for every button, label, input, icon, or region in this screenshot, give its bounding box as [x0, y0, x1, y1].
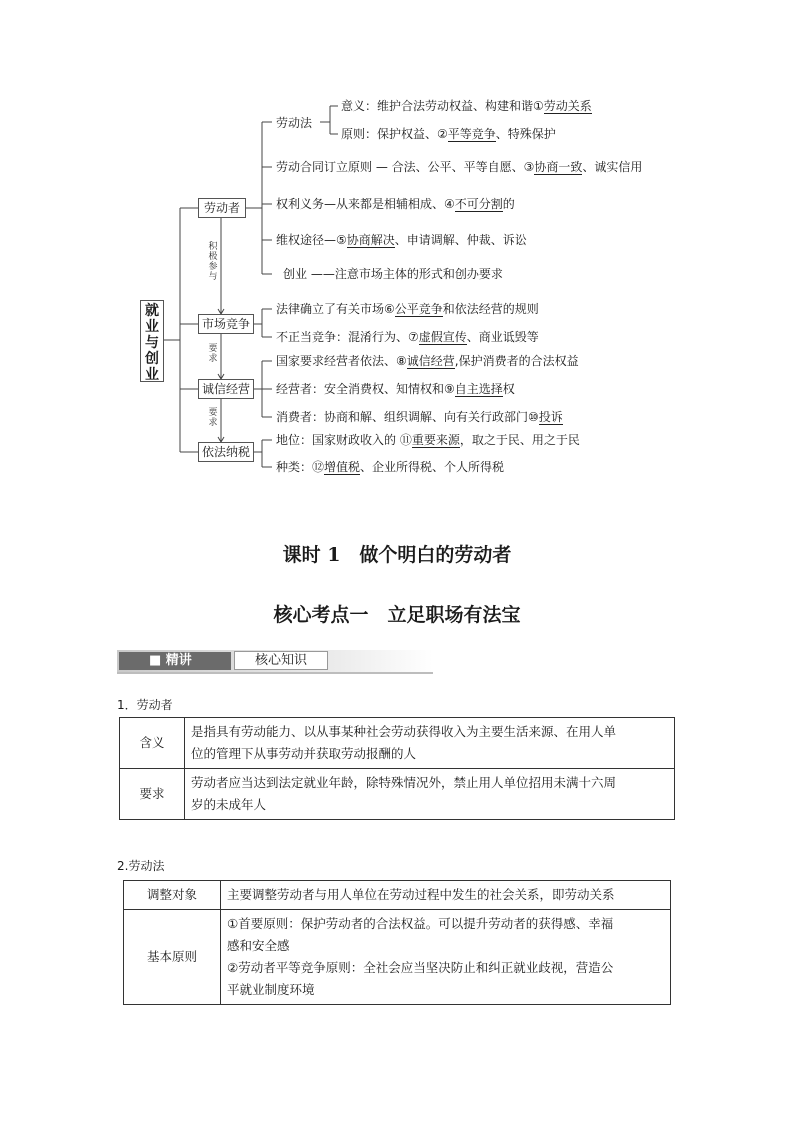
node-honest-label: 诚信经营 [201, 382, 250, 396]
answer-7: 虚假宣传 [418, 330, 467, 344]
answer-10: 投诉 [538, 410, 563, 424]
section1-heading: 1．劳动者 [117, 698, 173, 712]
row-body-requirement [185, 769, 675, 820]
honest-state-text: 国家要求经营者依法、⑧ [276, 354, 407, 368]
labor-law-label: 劳动法 [276, 116, 313, 130]
rights-duties [276, 197, 515, 211]
connector-participate: 积极参与 [208, 242, 218, 282]
row-head-meaning: 含义 [120, 718, 185, 769]
labor-law-principle-text: 原则：保护权益、② [341, 127, 448, 141]
honest-consumer-text: 消费者：协商和解、组织调解、向有关行政部门⑩ [276, 410, 539, 424]
tax-types-suffix: 、企业所得税、个人所得税 [360, 460, 505, 474]
labor-law-table [123, 880, 671, 1005]
tax-types [276, 460, 504, 474]
node-market-label: 市场竞争 [201, 317, 250, 331]
honest-state-suffix: ,保护消费者的合法权益 [454, 354, 579, 368]
row-body-requirement-line1: 劳动者应当达到法定就业年龄，除特殊情况外，禁止用人单位招用未满十六周 [191, 775, 617, 790]
row-head-requirement: 要求 [120, 769, 185, 820]
lesson-title: 课时 1 做个明白的劳动者 [282, 544, 512, 566]
answer-2: 平等竞争 [447, 127, 496, 141]
answer-12: 增值税 [324, 460, 361, 474]
tax-status-text: 地位：国家财政收入的 ⑪ [276, 433, 412, 447]
market-unfair-suffix: 、商业诋毁等 [466, 330, 539, 344]
principle-2-line1: ②劳动者平等竞争原则：全社会应当坚决防止和纠正就业歧视，营造公 [227, 960, 614, 975]
contract-principle-suffix: 、诚实信用 [582, 160, 643, 174]
remedy-path-suffix: 、申请调解、仲裁、诉讼 [394, 233, 527, 247]
market-unfair [276, 330, 539, 344]
banner-tab-lecture [119, 652, 231, 670]
row-body-principles [221, 910, 671, 1005]
node-market [198, 314, 254, 334]
honest-operator-text: 经营者：安全消费权、知情权和⑨ [276, 382, 455, 396]
row-body-meaning [185, 718, 675, 769]
banner-tab-knowledge-label: 核心知识 [254, 653, 307, 668]
answer-3: 协商一致 [534, 160, 583, 174]
mindmap-root-label: 就业与创业 [145, 303, 159, 383]
table-row [124, 881, 671, 910]
contract-principle [276, 160, 642, 174]
banner-tab-knowledge [234, 651, 328, 670]
answer-4: 不可分割 [454, 197, 503, 211]
node-tax [198, 442, 254, 462]
answer-5: 协商解决 [346, 233, 395, 247]
banner-tab-lecture-label: ■ 精讲 [149, 653, 192, 668]
table-row [120, 718, 675, 769]
row-body-meaning-line1: 是指具有劳动能力、以从事某种社会劳动获得收入为主要生活来源、在用人单 [191, 724, 617, 739]
answer-6: 公平竞争 [394, 302, 443, 316]
row-body-scope: 主要调整劳动者与用人单位在劳动过程中发生的社会关系，即劳动关系 [221, 881, 671, 910]
principle-1-line2: 感和安全感 [227, 938, 290, 953]
labor-law-meaning-text: 意义：维护合法劳动权益、构建和谐① [341, 99, 544, 113]
market-unfair-text: 不正当竞争：混淆行为、⑦ [276, 330, 419, 344]
principle-1-line1: ①首要原则：保护劳动者的合法权益。可以提升劳动者的获得感、幸福 [227, 916, 614, 931]
connector-require-2: 要求 [208, 408, 218, 428]
honest-consumer [276, 410, 563, 424]
answer-11: 重要来源 [411, 433, 460, 447]
honest-state [276, 354, 579, 368]
rights-duties-suffix: 的 [502, 197, 515, 211]
market-law-suffix: 和依法经营的规则 [442, 302, 539, 316]
node-honest [198, 379, 254, 399]
connector-require-1: 要求 [208, 344, 218, 364]
market-law-text: 法律确立了有关市场⑥ [276, 302, 395, 316]
section-banner [117, 650, 433, 674]
remedy-path-text: 维权途径—⑤ [276, 233, 347, 247]
honest-operator-suffix: 权 [502, 382, 515, 396]
contract-principle-text: 劳动合同订立原则 — 合法、公平、平等自愿、③ [276, 160, 535, 174]
honest-operator [276, 382, 515, 396]
mindmap-root [140, 300, 164, 382]
remedy-path [276, 233, 527, 247]
principle-2-line2: 平就业制度环境 [227, 982, 315, 997]
answer-8: 诚信经营 [406, 354, 455, 368]
answer-9: 自主选择 [454, 382, 503, 396]
answer-1: 劳动关系 [543, 99, 592, 113]
row-body-meaning-line2: 位的管理下从事劳动并获取劳动报酬的人 [191, 746, 417, 761]
market-law [276, 302, 539, 316]
node-tax-label: 依法纳税 [201, 445, 250, 459]
point-title: 核心考点一 立足职场有法宝 [273, 604, 521, 626]
tax-status [276, 433, 580, 447]
rights-duties-text: 权利义务—从来都是相辅相成、④ [276, 197, 455, 211]
node-laborer-label: 劳动者 [203, 201, 240, 215]
tax-types-text: 种类：⑫ [276, 460, 325, 474]
section2-heading: 2.劳动法 [117, 859, 165, 873]
table-row [120, 769, 675, 820]
table-row [124, 910, 671, 1005]
node-laborer [198, 198, 246, 218]
startup-line: 创业 ——注意市场主体的形式和创办要求 [283, 267, 503, 281]
laborer-table [119, 717, 675, 820]
tax-status-suffix: ，取之于民、用之于民 [459, 433, 580, 447]
labor-law-principle [341, 127, 556, 141]
row-head-scope: 调整对象 [124, 881, 221, 910]
row-body-requirement-line2: 岁的未成年人 [191, 797, 267, 812]
labor-law-principle-suffix: 、特殊保护 [495, 127, 556, 141]
labor-law-meaning [341, 99, 592, 113]
row-head-principles: 基本原则 [124, 910, 221, 1005]
